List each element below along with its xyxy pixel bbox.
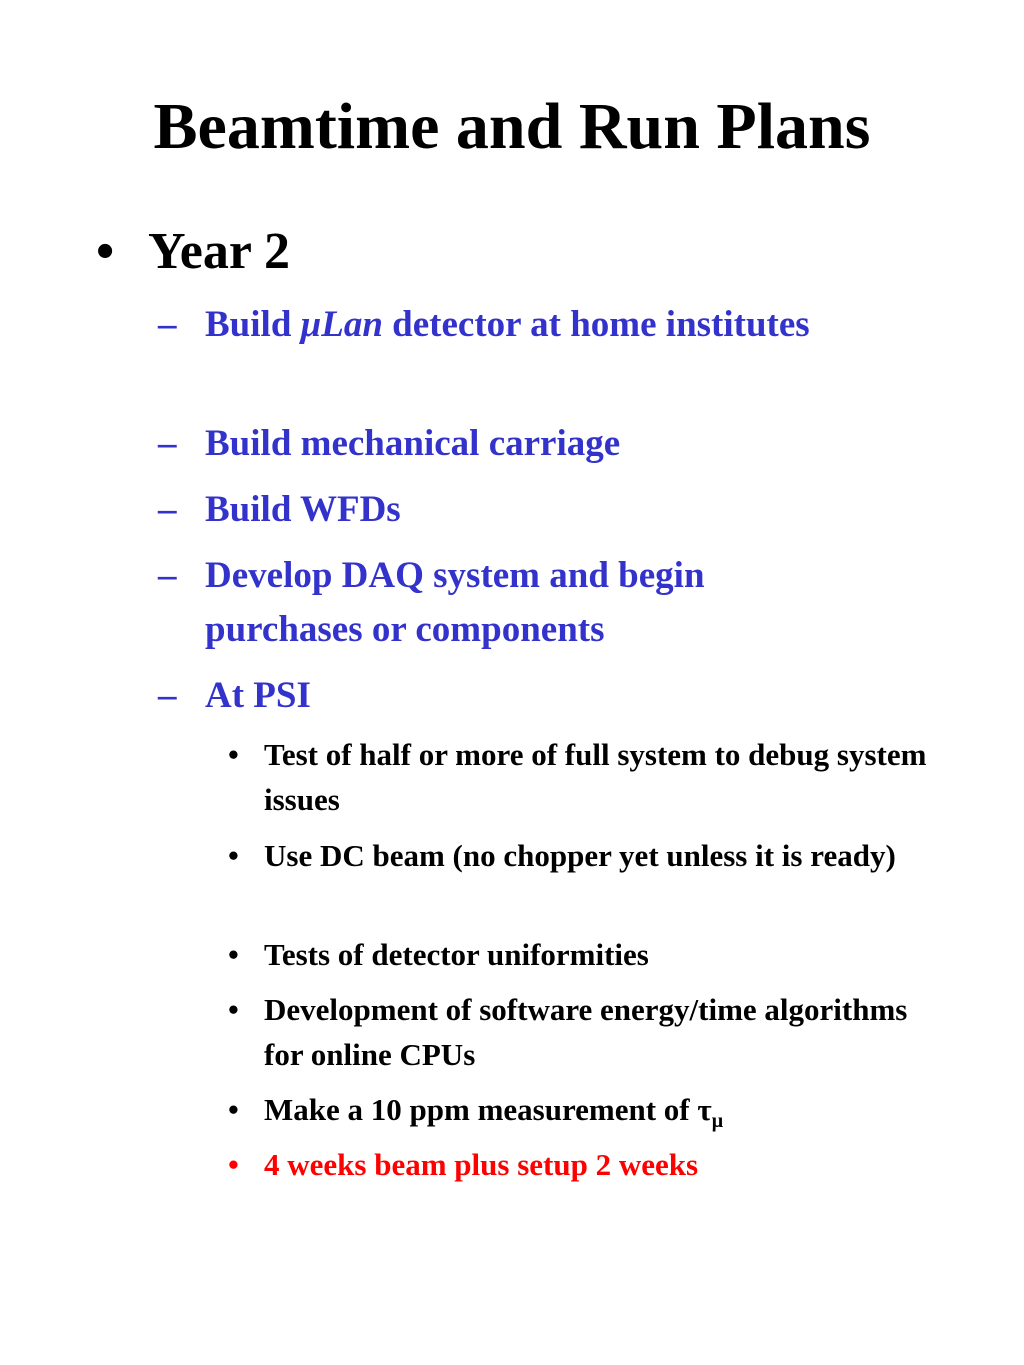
dash-icon: – — [158, 423, 177, 464]
psi-item-text: 4 weeks beam plus setup 2 weeks — [264, 1147, 699, 1182]
dash-icon: – — [158, 304, 177, 345]
mu-symbol: μ — [300, 304, 322, 345]
bullet-icon: • — [228, 737, 239, 772]
bullet-icon: • — [228, 1092, 239, 1127]
psi-item-text: Test of half or more of full system to debug system issues — [264, 737, 927, 817]
psi-item-text: Development of software energy/time algorithms for online CPUs — [264, 992, 908, 1072]
lan-label: Lan — [321, 304, 383, 345]
dash-icon: – — [158, 555, 177, 596]
slide-title: Beamtime and Run Plans — [153, 90, 871, 163]
task-text: Build WFDs — [205, 489, 401, 530]
dash-icon: – — [158, 489, 177, 530]
task-text: At PSI — [205, 675, 311, 716]
task-text: Develop DAQ system and begin purchases or components — [205, 555, 705, 650]
build-prefix: Build — [205, 304, 301, 345]
bullet-icon: • — [228, 937, 239, 972]
task-text: Build mechanical carriage — [205, 423, 621, 464]
bullet-icon: • — [228, 1147, 239, 1182]
year-label: Year 2 — [148, 223, 291, 280]
measurement-prefix: Make a 10 ppm measurement of — [264, 1092, 698, 1127]
dash-icon: – — [158, 675, 177, 716]
psi-item-text: Use DC beam (no chopper yet unless it is ready) — [264, 838, 896, 873]
bullet-icon: • — [96, 223, 115, 280]
bullet-icon: • — [228, 838, 239, 873]
mu-subscript: μ — [711, 1110, 724, 1133]
tau-symbol: τ — [697, 1092, 712, 1127]
psi-item-text: Tests of detector uniformities — [264, 937, 649, 972]
build-suffix: detector at home institutes — [382, 304, 810, 345]
task-text — [205, 298, 865, 352]
psi-item-text — [264, 1087, 954, 1144]
bullet-icon: • — [228, 992, 239, 1027]
